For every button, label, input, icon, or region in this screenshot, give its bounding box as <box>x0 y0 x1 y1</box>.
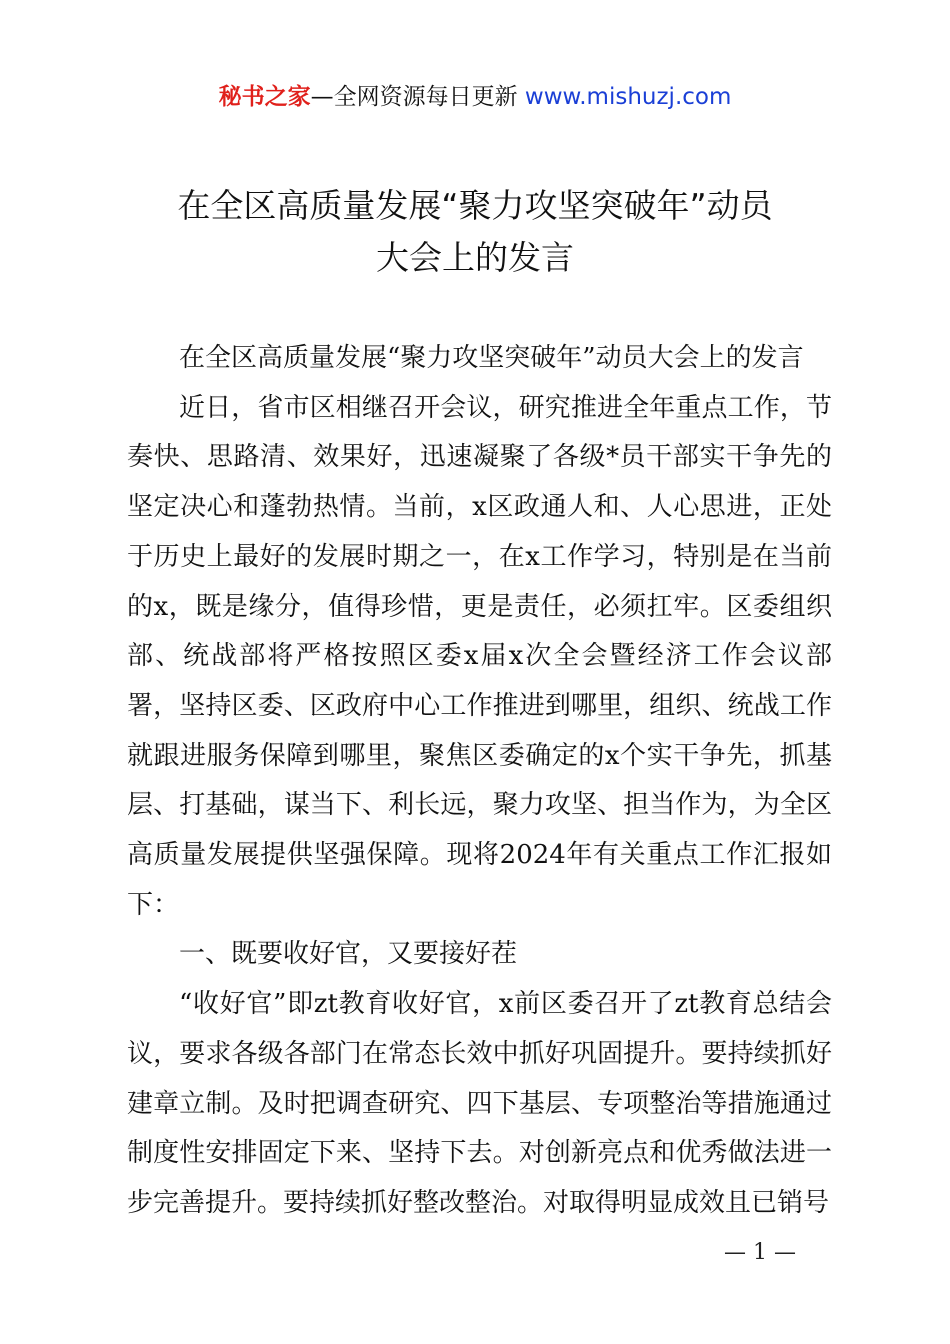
site-banner <box>0 78 950 111</box>
banner-url-link[interactable]: www.mishuzj.com <box>524 84 732 110</box>
title-line-2: 大会上的发言 <box>376 238 574 277</box>
body-paragraph-intro: 近日，省市区相继召开会议，研究推进全年重点工作，节奏快、思路清、效果好，迅速凝聚了各级*员干部实干争先的坚定决心和蓬勃热情。当前，x区政通人和、人心思进，正处于历史上最好的发展时期之一，在x工作学习，特别是在当前的x，既是缘分，值得珍惜，更是责任，必须扛牢。区委组织部、统战部将严格按照区委x届x次全会暨经济工作会议部署，坚持区委、区政府中心工作推进到哪里，组织、统战工作就跟进服务保障到哪里，聚焦区委确定的x个实干争先，抓基层、打基础，谋当下、利长远，聚力攻坚、担当作为，为全区高质量发展提供坚强保障。现将2024年有关重点工作汇报如下： <box>127 392 832 920</box>
document-body <box>127 334 832 1229</box>
body-paragraph-subtitle: 在全区高质量发展“聚力攻坚突破年”动员大会上的发言 <box>179 343 804 373</box>
title-line-1: 在全区高质量发展“聚力攻坚突破年”动员 <box>177 186 773 225</box>
banner-brand: 秘书之家 <box>218 84 311 110</box>
page-number: — 1 — <box>724 1240 796 1265</box>
banner-tagline: —全网资源每日更新 <box>310 84 525 110</box>
section-heading-1: 一、既要收好官，又要接好茬 <box>179 939 518 970</box>
document-title <box>110 180 840 284</box>
body-paragraph-section-1: “收好官”即zt教育收好官，x前区委召开了zt教育总结会议，要求各级各部门在常态长效中抓好巩固提升。要持续抓好建章立制。及时把调查研究、四下基层、专项整治等措施通过制度性安排固定下来、坚持下去。对创新亮点和优秀做法进一步完善提升。要持续抓好整改整治。对取得明显成效且已销号 <box>127 989 832 1218</box>
